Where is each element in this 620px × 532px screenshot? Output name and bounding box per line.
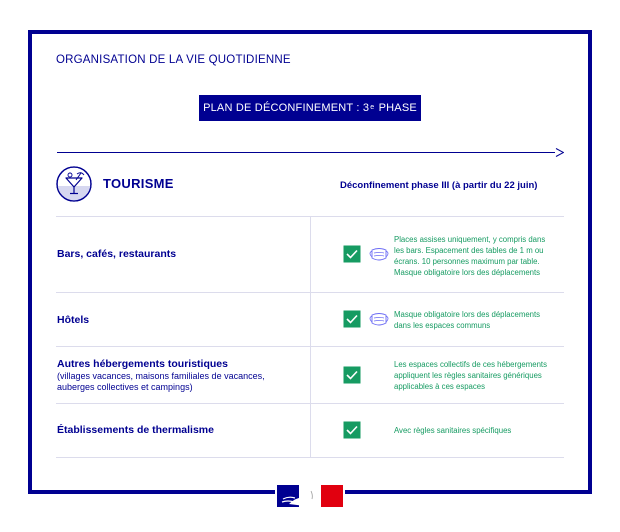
phase-banner-prefix: PLAN DE DÉCONFINEMENT : 3: [203, 102, 370, 114]
description-line: dans les espaces communs: [394, 321, 491, 330]
row-description: [394, 359, 562, 392]
description-line: écrans. 10 personnes maximum par table.: [394, 257, 540, 266]
mask-icon: [368, 247, 390, 263]
check-icon: [343, 366, 361, 384]
row-description: [394, 425, 562, 436]
phase-banner: [199, 95, 421, 121]
phase-banner-suffix: PHASE: [378, 102, 417, 114]
check-icon: [343, 245, 361, 263]
row-title: Établissements de thermalisme: [57, 424, 214, 436]
description-line: Avec règles sanitaires spécifiques: [394, 426, 512, 435]
description-line: les bars. Espacement des tables de 1 m ou: [394, 246, 544, 255]
section-title: ORGANISATION DE LA VIE QUOTIDIENNE: [56, 54, 291, 66]
row-label-bars: [57, 248, 176, 261]
phase-column-header: Déconfinement phase III (à partir du 22 juin): [340, 180, 538, 191]
divider-arrow-line: [57, 152, 555, 153]
description-line: Les espaces collectifs de ces hébergements: [394, 360, 547, 369]
row-title: Bars, cafés, restaurants: [57, 248, 177, 260]
description-line: Masque obligatoire lors des déplacements: [394, 268, 541, 277]
description-line: Masque obligatoire lors des déplacements: [394, 310, 541, 319]
mask-icon: [368, 312, 390, 328]
row-label-thermalism: [57, 424, 214, 437]
arrow-right-icon: [555, 148, 564, 157]
marianne-logo: [275, 484, 345, 508]
category-label: TOURISME: [103, 176, 174, 191]
description-line: applicables à ces espaces: [394, 382, 486, 391]
column-divider: [310, 216, 311, 457]
description-line: Places assises uniquement, y compris dans: [394, 235, 546, 244]
cocktail-icon: [56, 166, 92, 202]
row-label-other-lodging: [57, 358, 297, 393]
description-line: appliquent les règles sanitaires génériques: [394, 371, 542, 380]
row-description: [394, 309, 562, 331]
row-label-hotels: [57, 314, 89, 327]
phase-banner-sup: e: [370, 103, 375, 111]
check-icon: [343, 421, 361, 439]
row-description: [394, 234, 562, 278]
row-title: Hôtels: [57, 314, 90, 326]
row-title: Autres hébergements touristiques: [57, 358, 228, 370]
row-subtitle: (villages vacances, maisons familiales de vacances, auberges collectives et campings): [57, 371, 265, 392]
check-icon: [343, 310, 361, 328]
row-divider: [56, 457, 564, 458]
